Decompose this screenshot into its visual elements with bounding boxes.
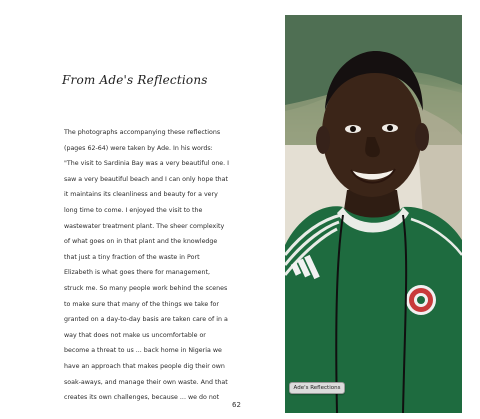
body-line: (pages 62-64) were taken by Ade. In his words: [64, 144, 213, 152]
body-text [64, 125, 276, 406]
portrait-photo [285, 15, 462, 413]
body-line: way that does not make us uncomfortable or [64, 331, 206, 339]
body-line: granted on a day-to-day basis are taken care of in a [64, 316, 228, 324]
body-line: wastewater treatment plant. The sheer complexity [64, 222, 225, 230]
body-line: of what goes on in that plant and the knowledge [64, 238, 218, 246]
body-line: long time to come. I enjoyed the visit to the [64, 206, 203, 214]
section-title: From Ade's Reflections [62, 73, 208, 87]
body-line: "The visit to Sardinia Bay was a very beautiful one. I [64, 160, 230, 168]
body-line: have an approach that makes people dig their own [64, 362, 225, 370]
page-number: 62 [232, 401, 241, 409]
portrait-illustration [285, 15, 462, 413]
body-line: that just a tiny fraction of the waste in Port [64, 253, 200, 261]
body-line: become a threat to us ... back home in Nigeria we [64, 347, 222, 355]
body-line: soak-aways, and manage their own waste. And that [64, 378, 228, 386]
body-line: struck me. So many people work behind the scenes [64, 284, 228, 292]
body-line: Elizabeth is what goes there for management, [64, 269, 210, 277]
body-line: saw a very beautiful beach and I can only hope that [64, 175, 228, 183]
body-line: creates its own challenges, because ... we do not [64, 394, 220, 402]
body-line: it maintains its cleanliness and beauty for a very [64, 191, 218, 199]
body-line: The photographs accompanying these reflections [64, 129, 221, 136]
photo-caption: Ade's Reflections [289, 382, 345, 394]
body-line: to make sure that many of the things we take for [64, 300, 219, 308]
